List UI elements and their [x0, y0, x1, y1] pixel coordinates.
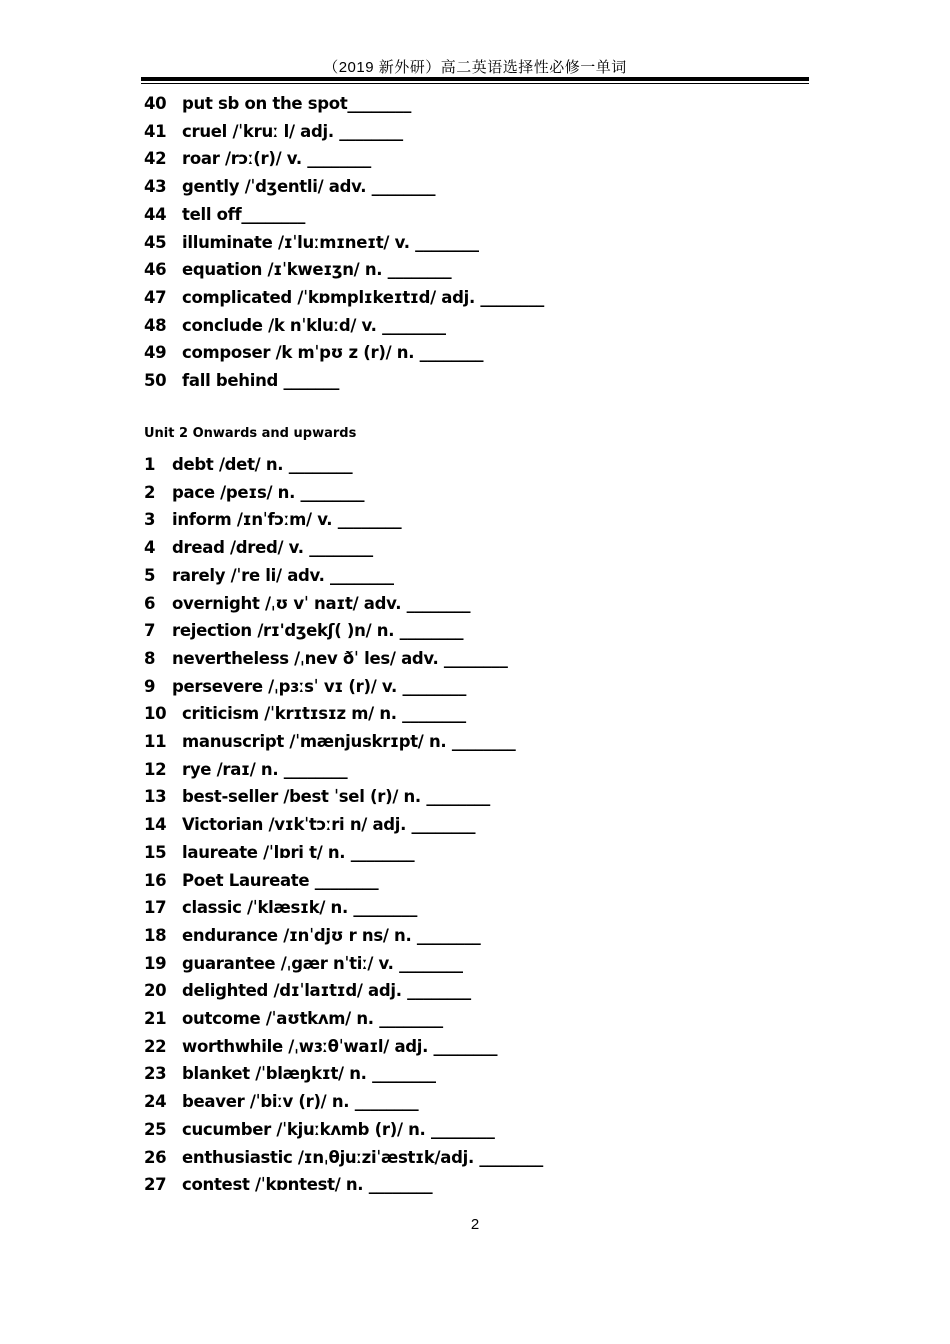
vocab-item-entry: tell off________	[182, 204, 306, 224]
vocab-item	[144, 341, 484, 365]
vocab-item-number: 49	[144, 343, 167, 363]
vocab-item-entry: cucumber /ˈkjuːkʌmb (r)/ n. ________	[182, 1119, 495, 1139]
vocab-item-entry: endurance /ɪnˈdjʊ r ns/ n. ________	[182, 925, 481, 945]
vocab-item-entry: rarely /ˈre li/ adv. ________	[172, 565, 394, 585]
vocab-item-entry: Poet Laureate ________	[182, 870, 379, 890]
vocab-item-number: 40	[144, 94, 167, 113]
vocab-item-entry: complicated /ˈkɒmplɪkeɪtɪd/ adj. ________	[182, 287, 545, 307]
vocab-item	[144, 1090, 419, 1114]
vocab-item-number: 50	[144, 371, 167, 390]
vocab-item-entry: beaver /ˈbiːv (r)/ n. ________	[182, 1092, 419, 1112]
vocab-item-number: 2	[144, 482, 156, 502]
vocab-item	[144, 841, 415, 865]
vocab-item	[144, 314, 446, 338]
vocab-item-number: 45	[144, 232, 167, 252]
vocab-item-entry: gently /ˈdʒentli/ adv. ________	[182, 177, 436, 197]
vocab-item-number: 13	[144, 787, 167, 807]
vocab-item-number: 44	[144, 204, 167, 224]
vocab-item	[144, 702, 466, 726]
page-number: 2	[470, 1216, 480, 1233]
vocab-item-number: 6	[144, 593, 156, 613]
vocab-item-entry: dread /dred/ v. ________	[172, 538, 373, 558]
vocab-item-entry: delighted /dɪˈlaɪtɪd/ adj. ________	[182, 981, 471, 1001]
vocab-item-entry: illuminate /ɪˈluːmɪneɪt/ v. ________	[182, 232, 479, 252]
vocab-item-number: 25	[144, 1119, 167, 1139]
vocab-item-number: 22	[144, 1036, 167, 1056]
vocab-item	[144, 1062, 436, 1086]
vocab-item	[144, 175, 436, 199]
vocab-item-number: 12	[144, 759, 167, 779]
vocab-item-entry: criticism /ˈkrɪtɪsɪz m/ n. ________	[182, 704, 466, 724]
vocab-item	[144, 592, 471, 616]
vocab-item	[144, 369, 340, 393]
vocab-item-entry: cruel /ˈkruː l/ adj. ________	[182, 121, 403, 141]
vocab-item-entry: fall behind _______	[182, 371, 340, 390]
vocab-item-entry: Victorian /vɪkˈtɔːri n/ adj. ________	[182, 815, 476, 835]
vocab-item-entry: best-seller /best ˈsel (r)/ n. ________	[182, 787, 490, 807]
vocab-item	[144, 813, 476, 837]
vocab-item	[144, 896, 418, 920]
vocab-item	[144, 231, 479, 255]
vocab-item-entry: manuscript /ˈmænjuskrɪpt/ n. ________	[182, 732, 516, 751]
vocab-item-entry: blanket /ˈblæŋkɪt/ n. ________	[182, 1064, 436, 1084]
vocab-item	[144, 647, 508, 671]
vocab-item-number: 1	[144, 455, 156, 474]
vocab-item-number: 26	[144, 1147, 167, 1167]
vocab-item-entry: nevertheless /ˌnev ðˈ les/ adv. ________	[172, 648, 508, 668]
vocab-item	[144, 286, 545, 310]
vocab-item	[144, 785, 490, 809]
vocab-item-number: 4	[144, 538, 156, 558]
page-header-title: （2019 新外研）高二英语选择性必修一单词	[323, 59, 627, 76]
vocab-item	[144, 536, 373, 560]
vocab-item-number: 21	[144, 1009, 167, 1028]
vocab-item-entry: inform /ɪnˈfɔːm/ v. ________	[172, 510, 402, 530]
vocab-item	[144, 924, 481, 948]
vocab-item-number: 16	[144, 870, 167, 890]
vocab-item-number: 8	[144, 648, 156, 668]
vocab-item-entry: rye /raɪ/ n. ________	[182, 759, 348, 779]
vocab-item-number: 43	[144, 177, 167, 197]
vocab-item	[144, 92, 412, 116]
vocab-item	[144, 453, 353, 477]
vocab-item-entry: worthwhile /ˌwɜːθˈwaɪl/ adj. ________	[182, 1036, 498, 1056]
header-rule-thick	[141, 77, 809, 81]
vocab-item	[144, 619, 464, 643]
vocab-item	[144, 1007, 443, 1031]
vocab-item-entry: overnight /ˌʊ vˈ naɪt/ adv. ________	[172, 593, 471, 613]
vocab-item-number: 5	[144, 565, 156, 585]
vocab-item-number: 23	[144, 1064, 167, 1084]
vocab-item	[144, 1118, 495, 1142]
header-rule-thin	[141, 83, 809, 84]
vocab-item	[144, 147, 371, 171]
vocab-item	[144, 952, 463, 976]
vocab-item-number: 18	[144, 925, 167, 945]
vocab-item-entry: debt /det/ n. ________	[172, 455, 353, 474]
vocab-item	[144, 203, 306, 227]
vocab-item-number: 19	[144, 953, 167, 973]
vocab-item-number: 11	[144, 732, 167, 751]
vocab-item-number: 27	[144, 1175, 167, 1195]
vocab-item-number: 47	[144, 287, 167, 307]
vocab-item-entry: rejection /rɪ'dʒekʃ( )n/ n. ________	[172, 621, 464, 641]
vocab-item-entry: enthusiastic /ɪnˌθjuːziˈæstɪk/adj. ________	[182, 1147, 543, 1167]
vocab-item-number: 14	[144, 815, 167, 835]
vocab-item-number: 24	[144, 1092, 167, 1112]
vocab-item-number: 9	[144, 676, 156, 696]
section-heading: Unit 2 Onwards and upwards	[144, 426, 357, 441]
vocab-item	[144, 564, 394, 588]
vocab-item	[144, 481, 365, 505]
vocab-item-number: 48	[144, 315, 167, 335]
vocab-item-entry: equation /ɪˈkweɪʒn/ n. ________	[182, 260, 452, 280]
vocab-item	[144, 730, 516, 754]
vocab-item-number: 41	[144, 121, 167, 141]
vocab-item-entry: conclude /k nˈkluːd/ v. ________	[182, 315, 446, 335]
vocab-item	[144, 1035, 498, 1059]
vocab-item-entry: guarantee /ˌgær nˈtiː/ v. ________	[182, 953, 463, 973]
vocab-item-number: 3	[144, 510, 156, 530]
vocab-item-number: 46	[144, 260, 167, 280]
vocab-item-number: 17	[144, 898, 167, 918]
vocab-item	[144, 979, 471, 1003]
vocab-item-entry: contest /ˈkɒntest/ n. ________	[182, 1175, 433, 1195]
vocab-item	[144, 508, 402, 532]
vocab-item-entry: persevere /ˌpɜːsˈ vɪ (r)/ v. ________	[172, 676, 467, 696]
vocab-item-entry: roar /rɔː(r)/ v. ________	[182, 149, 371, 169]
vocab-item-number: 7	[144, 621, 156, 641]
vocab-item-entry: put sb on the spot________	[182, 94, 412, 113]
vocab-item-number: 20	[144, 981, 167, 1001]
vocab-item	[144, 869, 379, 893]
vocab-item	[144, 758, 348, 782]
vocab-item-entry: outcome /ˈaʊtkʌm/ n. ________	[182, 1009, 443, 1028]
vocab-item	[144, 675, 467, 699]
vocab-item-entry: pace /peɪs/ n. ________	[172, 482, 365, 502]
vocab-item-entry: composer /k mˈpʊ z (r)/ n. ________	[182, 343, 484, 363]
vocab-item	[144, 1173, 433, 1197]
vocab-item	[144, 258, 452, 282]
vocab-item-number: 15	[144, 842, 167, 862]
vocab-item-entry: classic /ˈklæsɪk/ n. ________	[182, 898, 418, 918]
vocab-item-number: 42	[144, 149, 167, 169]
vocab-item	[144, 1146, 543, 1170]
vocab-item-entry: laureate /ˈlɒri t/ n. ________	[182, 842, 415, 862]
vocab-item-number: 10	[144, 704, 167, 724]
vocab-item	[144, 120, 403, 144]
